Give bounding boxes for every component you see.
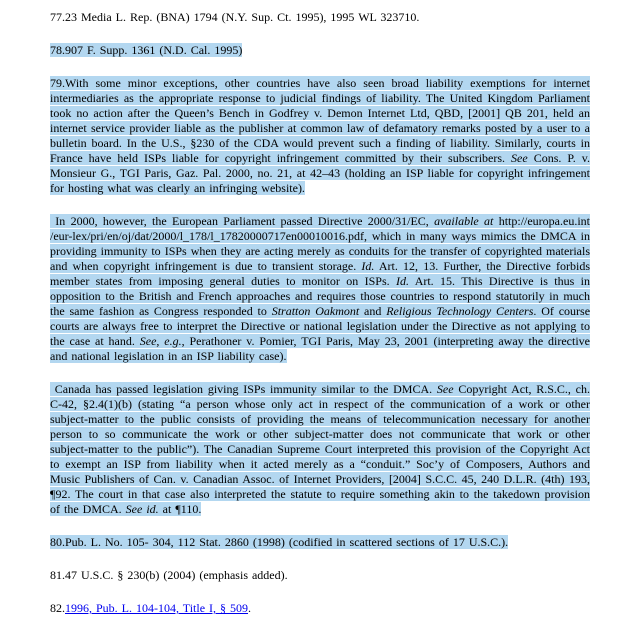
statute-hyperlink[interactable]: 1996, Pub. L. 104-104, Title I, § 509 [65,601,249,615]
footnote-80 [50,535,590,550]
text-segment: Religious Technology Centers [386,304,534,318]
text-segment: See id. [125,502,159,516]
text-segment: 80.Pub. L. No. 105- 304, 112 Stat. 2860 (1998) (codified in scattered sections of 17 U.S.C.). [50,535,509,549]
text-segment: 81.47 U.S.C. § 230(b) (2004) (emphasis added). [50,568,288,582]
text-segment: and [359,304,387,318]
text-segment: See, e.g. [139,334,182,348]
footnote-78 [50,43,590,58]
selected-text [50,214,590,363]
text-segment: See [436,382,454,396]
text-segment: Canada has passed legislation giving ISPs immunity similar to the DMCA. [50,382,437,396]
text-segment: Copyright Act, R.S.C., ch. C-42, §2.4(1)(b) (stating “a person whose only act in respect of the communication of a work or other subject-matter to the public consists of providing the means of telecommunication necessary for another person to so communicate the work or other subject-matter does not communicate that work or other subject-matter to the public”). The Canadian Supreme Court interpreted this provision of the Copyright Act to exempt an ISP from liability when it acted merely as a “conduit.” Soc’y of Composers, Authors and Music Publishers of Can. v. Canadian Assoc. of Internet Providers, [2004] S.C.C. 45, 240 D.L.R. (4th) 193, ¶92. The court in that case also interpreted the statute to require something akin to the takedown provision of the DMCA. [50,382,590,516]
text-segment: 78.907 F. Supp. 1361 (N.D. Cal. 1995) [50,43,243,57]
text-segment: . [248,601,252,615]
selected-text [50,76,590,195]
text-segment: 82. [50,601,65,615]
footnote-77 [50,10,590,25]
text-segment: 77.23 Media L. Rep. (BNA) 1794 (N.Y. Sup. Ct. 1995), 1995 WL 323710. [50,10,420,24]
selected-text [50,43,242,57]
footnote-81 [50,568,590,583]
text-segment: available at [434,214,494,228]
text-segment: . Of course courts are always free to interpret the Directive or national legislation under the Directive as not applying to the case at hand. [50,304,591,348]
text-segment: Stratton Oakmont [271,304,360,318]
text-segment: Id. [361,259,375,273]
text-segment: Art. 15. This Directive is thus in opposition to the British and French approaches and requires those countries to respond statutorily in much the same fashion as Congress responded to [50,274,590,318]
selected-text [50,382,590,516]
footnote-79-continued-canada [50,382,590,517]
text-segment: Id. [395,274,409,288]
footnote-79-continued-eu-directive [50,214,590,364]
text-segment: Cons. P. v. Monsieur G., TGI Paris, Gaz. Pal. 2000, no. 21, at 42–43 (holding an ISP liable for copyright infringement for hosting what was clearly an infringing website). [50,151,590,195]
text-segment: See [511,151,528,165]
footnote-82 [50,601,590,616]
text-segment: at ¶110. [158,502,202,516]
footnote-79 [50,76,590,196]
text-segment: Art. 12, 13. Further, the Directive forbids member states from imposing general duties to monitor on ISPs. [50,259,590,288]
text-segment: 79.With some minor exceptions, other countries have also seen broad liability exemptions for internet intermediaries as the appropriate response to judicial findings of liability. The United Kingdom Parliament took no action after the Queen’s Bench in Godfrey v. Demon Internet Ltd, QBD, [2001] QB 201, held an internet service provider liable as the publisher at common law of defamatory remarks posted by a user to a bulletin board. In the U.S., §230 of the CDA would prevent such a finding of liability. Similarly, courts in France have held ISPs liable for copyright infringement committed by their subscribers. [50,76,590,165]
text-segment: , Perathoner v. Pomier, TGI Paris, May 23, 2001 (interpreting away the directive and national legislation in an ISP liability case). [50,334,591,363]
text-segment: http://europa.eu.int​/eur-lex/pri/en/oj/dat/2000/l_178/l_17820000717en00010016.pdf, which in many ways mimics the DMCA in providing immunity to ISPs when they are acting merely as conduits for the transfer of copyrighted materials and when copyright infringement is due to transient storage. [50,214,591,273]
selected-text [50,535,508,549]
text-segment: In 2000, however, the European Parliament passed Directive 2000/31/EC, [50,214,435,228]
